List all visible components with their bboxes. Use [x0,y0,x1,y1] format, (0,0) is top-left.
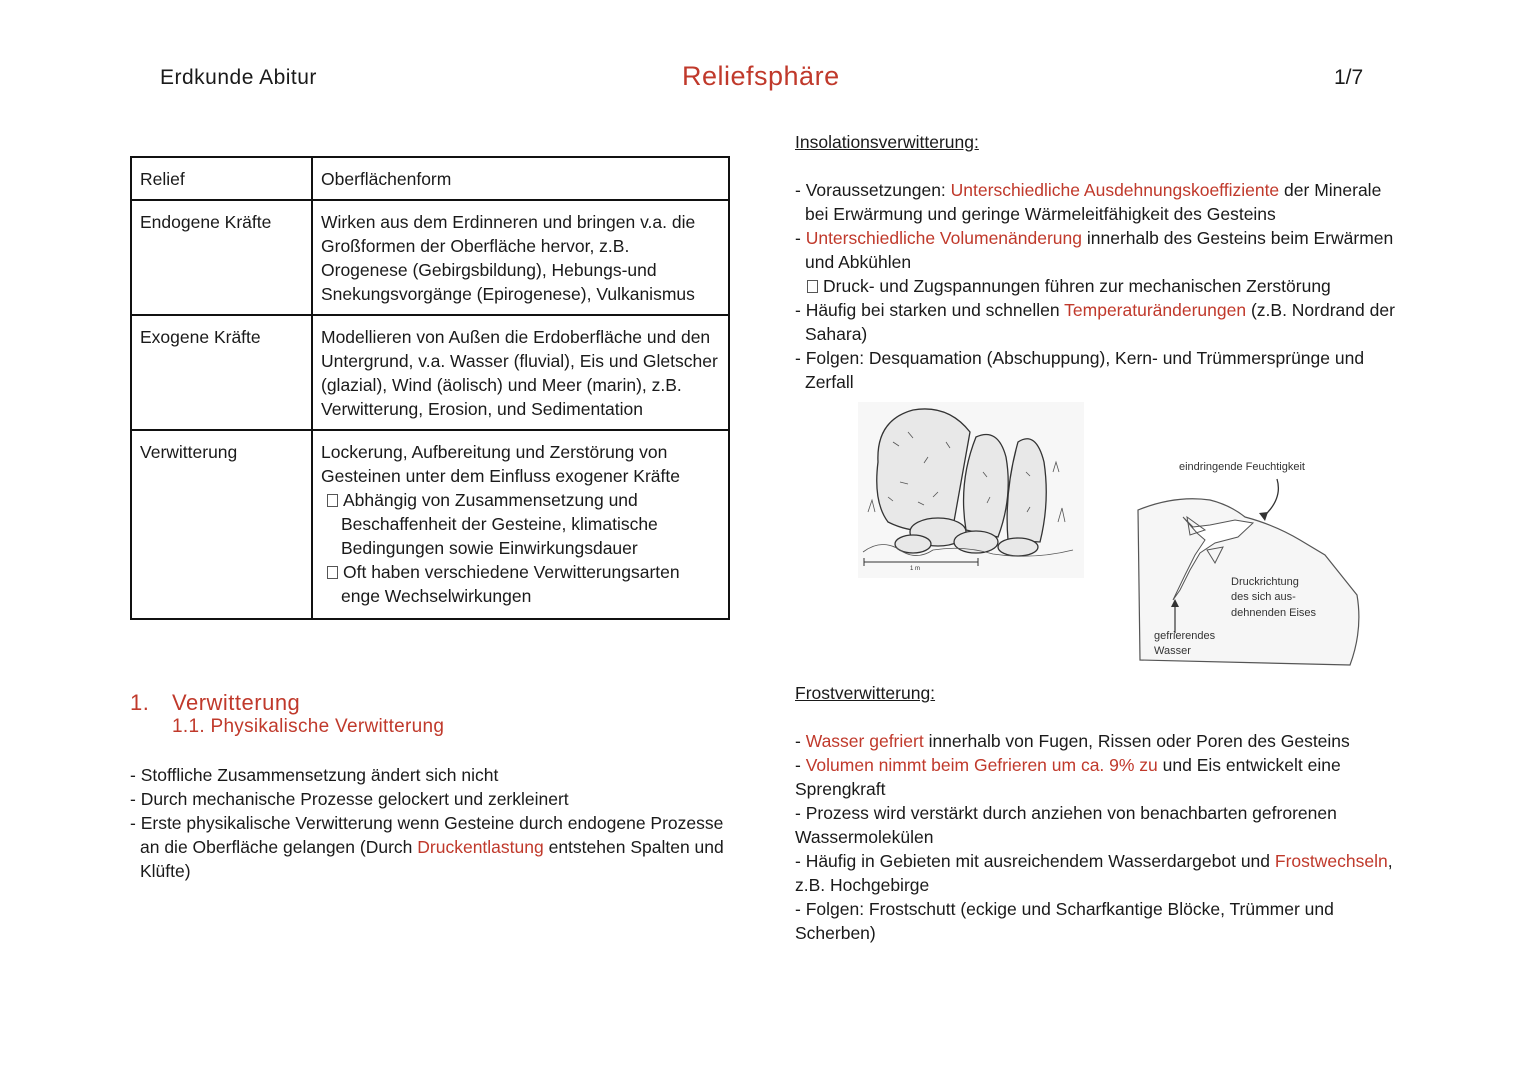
insolation-heading: Insolationsverwitterung: [795,132,979,152]
list-item: - Unterschiedliche Volumenänderung innerhalb des Gesteins beim Erwärmen und Abkühlen [795,228,1394,272]
checkbox-bullet-icon [327,566,338,579]
page-number: 1/7 [1334,66,1364,89]
table-term-cell: Endogene Kräfte [131,200,312,315]
insolation-list [795,178,1395,394]
section-heading: 1. Verwitterung [130,690,301,715]
table-term-cell: Verwitterung [131,430,312,619]
list-item: - Folgen: Desquamation (Abschuppung), Kern- und Trümmersprünge und Zerfall [795,348,1365,392]
verwitterung-definition: Lockerung, Aufbereitung und Zerstörung von Gesteinen unter dem Einfluss exogener Kräfte [321,442,680,486]
list-item: - Häufig in Gebieten mit ausreichendem Wasserdargebot und Frostwechseln, z.B. Hochgebirge [795,851,1393,895]
frost-heading: Frostverwitterung: [795,683,936,703]
relief-table [130,156,730,620]
list-item: - Voraussetzungen: Unterschiedliche Ausdehnungskoeffiziente der Minerale bei Erwärmung und geringe Wärmeleitfähigkeit des Gesteins [795,180,1382,224]
list-item: - Stoffliche Zusammensetzung ändert sich nicht [130,765,499,785]
list-item: - Volumen nimmt beim Gefrieren um ca. 9% zu und Eis entwickelt eine Sprengkraft [795,755,1341,799]
rock-weathering-illustration [858,402,1084,578]
list-item: Oft haben verschiedene Verwitterungsarten enge Wechselwirkungen [321,560,720,608]
subsection-heading: 1.1. Physikalische Verwitterung [172,716,445,737]
page-title: Reliefsphäre [682,61,840,91]
table-text-cell [312,430,729,619]
checkbox-bullet-icon [807,280,818,293]
table-row [131,430,729,619]
table-text-cell: Modellieren von Außen die Erdoberfläche und den Untergrund, v.a. Wasser (fluvial), Eis und Gletscher (glazial), Wind (äolisch) und Meer (marin), z.B. Verwitterung, Erosion, und Sedimentation [312,315,729,430]
list-item: Abhängig von Zusammensetzung und Beschaffenheit der Gesteine, klimatische Bedingungen sowie Einwirkungsdauer [321,488,720,560]
checkbox-bullet-icon [327,494,338,507]
pressure-label-line1: Druckrichtung [1231,576,1299,588]
scale-label: 1 m [910,566,921,572]
pressure-label-line3: dehnenden Eises [1231,607,1317,619]
frost-weathering-diagram [1135,455,1365,670]
list-item: Druck- und Zugspannungen führen zur mechanischen Zerstörung [795,274,1395,298]
table-header-row [131,157,729,200]
table-row [131,315,729,430]
table-text-cell: Wirken aus dem Erdinneren und bringen v.a. die Großformen der Oberfläche hervor, z.B. Orogenese (Gebirgsbildung), Hebungs-und Snekungsvorgänge (Epirogenese), Vulkanismus [312,200,729,315]
table-header-cell: Oberflächenform [312,157,729,200]
list-item: - Häufig bei starken und schnellen Temperaturänderungen (z.B. Nordrand der Sahara) [795,300,1395,344]
moisture-label: eindringende Feuchtigkeit [1179,461,1305,473]
table-header-cell: Relief [131,157,312,200]
table-row [131,200,729,315]
pressure-label-line2: des sich aus- [1231,591,1296,603]
list-item: - Prozess wird verstärkt durch anziehen von benachbarten gefrorenen Wassermolekülen [795,803,1337,847]
water-label-line1: gefrierendes [1154,630,1216,642]
frost-list [795,729,1395,945]
list-item: - Durch mechanische Prozesse gelockert und zerkleinert [130,789,569,809]
physical-weathering-list [130,763,730,883]
list-item: - Wasser gefriert innerhalb von Fugen, Rissen oder Poren des Gesteins [795,731,1350,751]
table-term-cell: Exogene Kräfte [131,315,312,430]
water-label-line2: Wasser [1154,645,1191,657]
document-subject: Erdkunde Abitur [160,66,317,89]
list-item: - Folgen: Frostschutt (eckige und Scharfkantige Blöcke, Trümmer und Scherben) [795,899,1334,943]
list-item: - Erste physikalische Verwitterung wenn Gesteine durch endogene Prozesse an die Oberfläche gelangen (Durch Druckentlastung entstehen Spalten und Klüfte) [130,813,724,881]
